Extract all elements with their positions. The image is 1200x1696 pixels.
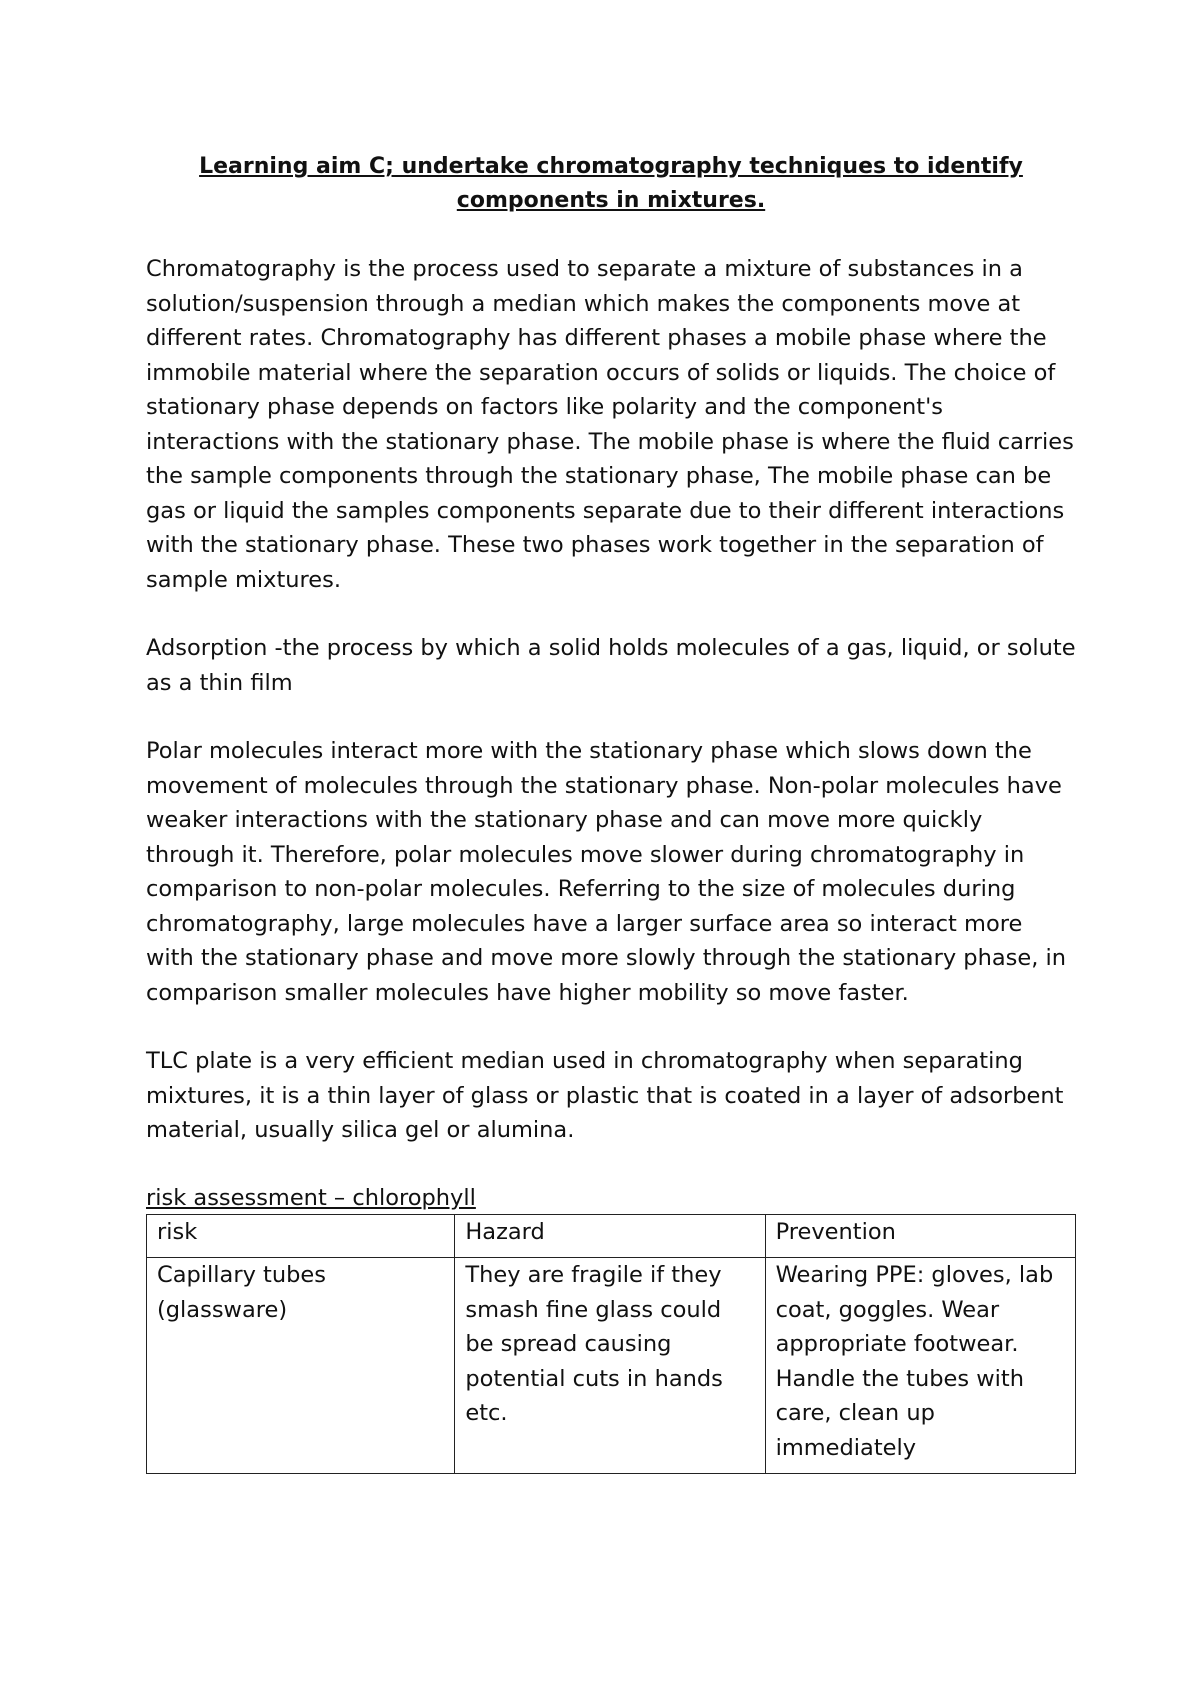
paragraph-tlc-plate: TLC plate is a very efficient median used in chromatography when separating mixtures, it is a thin layer of glass or plastic that is coated in a layer of adsorbent material, usually silica gel or alumina.	[146, 1048, 1064, 1143]
document-title	[146, 150, 1076, 218]
title-line-1: Learning aim C; undertake chromatography techniques to identify	[199, 154, 1023, 179]
table-cell-prevention: Wearing PPE: gloves, lab coat, goggles. Wear appropriate footwear. Handle the tubes with care, clean up immediately	[765, 1258, 1075, 1474]
table-header-row	[147, 1214, 1076, 1258]
table-row	[147, 1258, 1076, 1474]
risk-assessment-heading: risk assessment – chlorophyll	[146, 1184, 476, 1211]
title-line-2: components in mixtures.	[456, 188, 766, 213]
table-cell-risk: Capillary tubes (glassware)	[147, 1258, 455, 1474]
table-cell-hazard: They are fragile if they smash fine glass could be spread causing potential cuts in hands etc.	[455, 1258, 765, 1474]
table-header-hazard: Hazard	[455, 1214, 765, 1258]
table-header-prevention: Prevention	[765, 1214, 1075, 1258]
paragraph-adsorption: Adsorption -the process by which a solid holds molecules of a gas, liquid, or solute as a thin film	[146, 635, 1076, 696]
document-page	[146, 150, 1076, 1474]
paragraph-chromatography: Chromatography is the process used to separate a mixture of substances in a solution/suspension through a median which makes the components move at different rates. Chromatography has different phases a mobile phase where the immobile material where the separation occurs of solids or liquids. The choice of stationary phase depends on factors like polarity and the component's interactions with the stationary phase. The mobile phase is where the fluid carries the sample components through the stationary phase, The mobile phase can be gas or liquid the samples components separate due to their different interactions with the stationary phase. These two phases work together in the separation of sample mixtures.	[146, 256, 1074, 593]
paragraph-polar-molecules: Polar molecules interact more with the stationary phase which slows down the movement of molecules through the stationary phase. Non-polar molecules have weaker interactions with the stationary phase and can move more quickly through it. Therefore, polar molecules move slower during chromatography in comparison to non-polar molecules. Referring to the size of molecules during chromatography, large molecules have a larger surface area so interact more with the stationary phase and move more slowly through the stationary phase, in comparison smaller molecules have higher mobility so move faster.	[146, 738, 1067, 1006]
table-header-risk: risk	[147, 1214, 455, 1258]
risk-assessment-table	[146, 1214, 1076, 1475]
